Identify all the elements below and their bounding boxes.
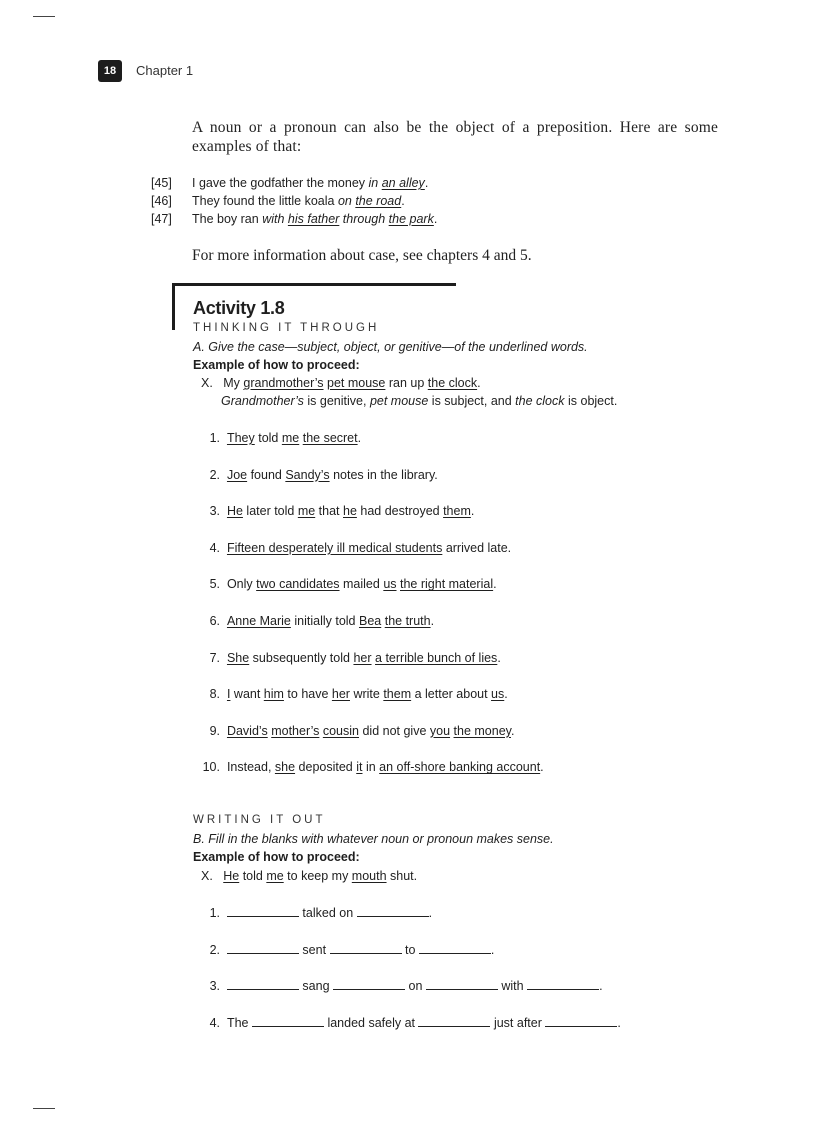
section-a-example-heading: Example of how to proceed: [193, 358, 360, 372]
example-sentence [151, 174, 437, 192]
example-text: They found the little koala on the road. [192, 194, 405, 208]
section-b-instruction: B. Fill in the blanks with whatever noun or pronoun makes sense. [193, 832, 554, 846]
item-number: 5. [209, 577, 220, 592]
item-text: The landed safely at just after . [226, 1015, 621, 1030]
item-text: She subsequently told her a terrible bunch of lies. [226, 650, 501, 665]
item-text: sent to . [227, 943, 494, 957]
example-label: X. [201, 376, 213, 390]
section-a-item [190, 724, 514, 738]
item-number: 9. [209, 723, 220, 738]
item-text: talked on . [227, 906, 432, 920]
intro-paragraph: A noun or a pronoun can also be the object of a preposition. Here are some examples of that: [192, 119, 718, 155]
section-a-item [190, 541, 511, 555]
example-sentence [151, 210, 437, 228]
item-text: sang on with . [227, 979, 603, 993]
item-number: 1. [209, 906, 220, 920]
section-a-example-answer: Grandmother’s is genitive, pet mouse is subject, and the clock is object. [221, 394, 618, 408]
section-a-item [190, 651, 501, 665]
example-sentence-text: My grandmother’s pet mouse ran up the clock. [223, 376, 481, 390]
item-number: 3. [209, 504, 220, 519]
item-number: 4. [209, 540, 220, 555]
section-b-item [190, 978, 603, 993]
section-b-example-heading: Example of how to proceed: [193, 850, 360, 864]
fill-in-blank[interactable] [418, 1015, 490, 1027]
item-text: He later told me that he had destroyed them. [226, 504, 475, 519]
fill-in-blank[interactable] [252, 1015, 324, 1027]
fill-in-blank[interactable] [227, 978, 299, 990]
fill-in-blank[interactable] [426, 978, 498, 990]
item-number: 7. [209, 650, 220, 665]
section-a-item [190, 687, 508, 701]
item-text: Only two candidates mailed us the right material. [226, 577, 497, 592]
section-b-heading: WRITING IT OUT [193, 814, 326, 826]
item-text: Fifteen desperately ill medical students arrived late. [226, 540, 512, 555]
activity-box-left-rule [172, 283, 175, 330]
item-text: Joe found Sandy’s notes in the library. [226, 467, 438, 482]
item-text: David’s mother’s cousin did not give you the money. [226, 723, 515, 738]
fill-in-blank[interactable] [357, 905, 429, 917]
example-number: [46] [151, 194, 172, 208]
example-text: I gave the godfather the money in an alley. [192, 176, 429, 190]
section-a-item [190, 614, 434, 628]
fill-in-blank[interactable] [527, 978, 599, 990]
example-sentences [151, 174, 437, 228]
item-number: 8. [209, 687, 220, 702]
section-b-item [190, 905, 432, 920]
section-a-example-sentence [201, 376, 481, 390]
item-number: 2. [209, 467, 220, 482]
fill-in-blank[interactable] [330, 942, 402, 954]
item-number: 4. [209, 1015, 220, 1030]
fill-in-blank[interactable] [545, 1015, 617, 1027]
section-a-item [190, 431, 361, 445]
item-number: 6. [209, 614, 220, 628]
item-text: I want him to have her write them a letter about us. [226, 687, 508, 702]
running-head-chapter: Chapter 1 [136, 63, 194, 78]
example-sentence [151, 192, 437, 210]
section-a-heading: THINKING IT THROUGH [193, 322, 380, 334]
example-number: [47] [151, 212, 172, 226]
activity-box-top-rule [172, 283, 456, 286]
fill-in-blank[interactable] [227, 905, 299, 917]
section-b-item [190, 942, 494, 957]
crop-mark-bottom [33, 1108, 55, 1109]
section-a-item [190, 468, 438, 482]
fill-in-blank[interactable] [227, 942, 299, 954]
more-info-note: For more information about case, see chapters 4 and 5. [192, 247, 532, 264]
item-text: They told me the secret. [226, 431, 362, 445]
crop-mark-top [33, 16, 55, 17]
example-number: [45] [151, 176, 172, 190]
example-sentence-text: He told me to keep my mouth shut. [223, 869, 418, 883]
section-b-item [190, 1015, 621, 1030]
fill-in-blank[interactable] [333, 978, 405, 990]
section-a-item [190, 577, 497, 591]
item-number: 10. [202, 760, 220, 775]
item-text: Instead, she deposited it in an off-shore banking account. [226, 760, 544, 775]
page-number: 18 [98, 60, 122, 82]
item-number: 1. [209, 431, 220, 445]
section-b-example-sentence [201, 869, 417, 883]
section-a-item [190, 760, 544, 774]
section-a-instruction: A. Give the case—subject, object, or genitive—of the underlined words. [193, 340, 588, 354]
example-text: The boy ran with his father through the park. [192, 212, 438, 226]
item-number: 3. [209, 979, 220, 994]
activity-title: Activity 1.8 [193, 298, 285, 318]
example-label: X. [201, 869, 213, 883]
item-number: 2. [209, 942, 220, 957]
item-text: Anne Marie initially told Bea the truth. [226, 614, 435, 628]
fill-in-blank[interactable] [419, 942, 491, 954]
section-a-item [190, 504, 474, 518]
